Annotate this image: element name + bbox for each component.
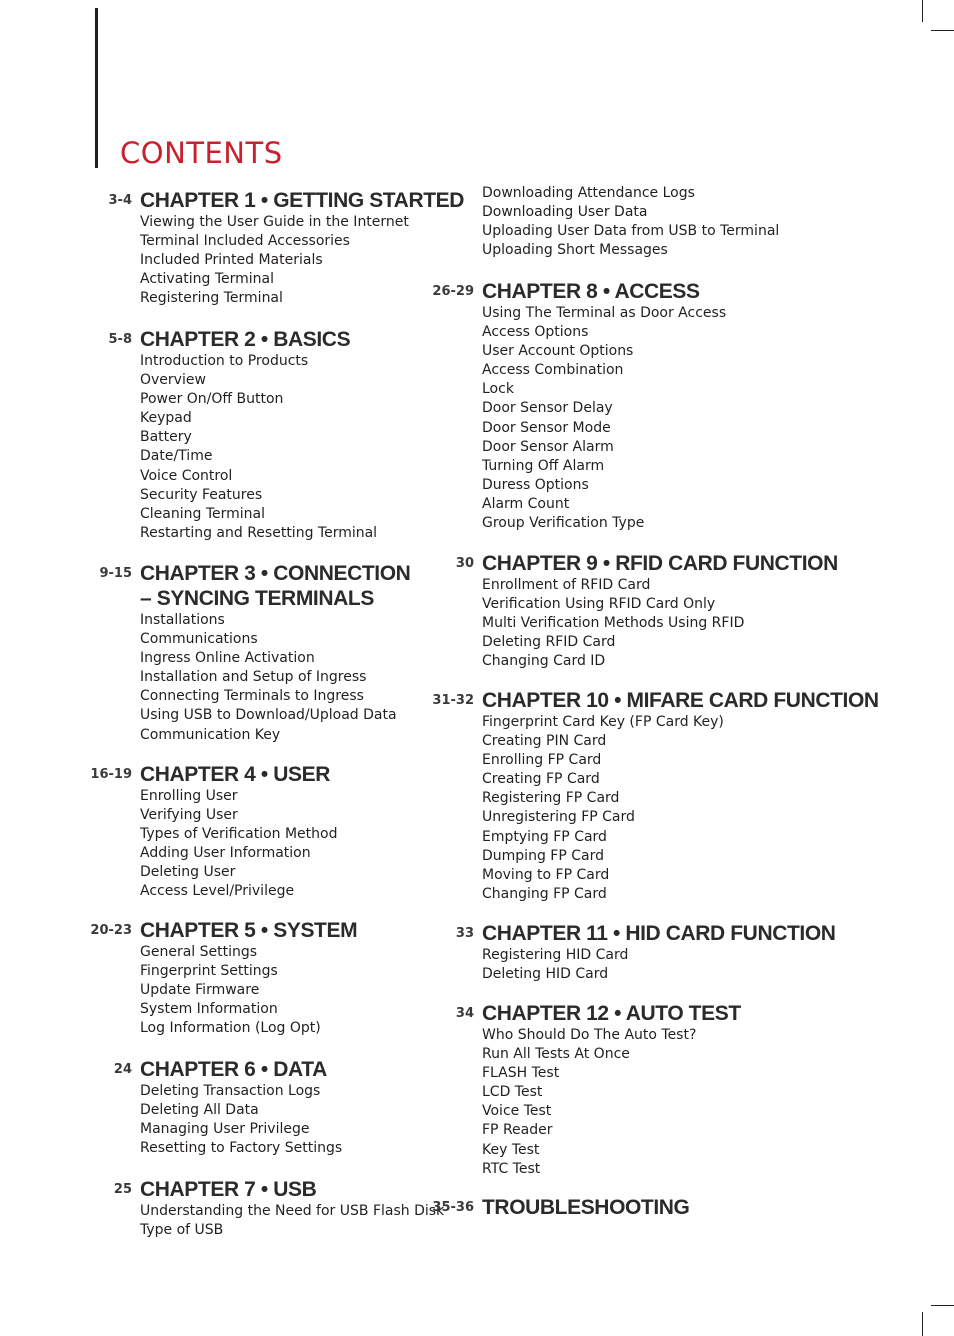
topic-entry[interactable]: Unregistering FP Card — [482, 809, 635, 826]
chapter-page-range: 24 — [113, 1062, 132, 1077]
topic-entry[interactable]: Door Sensor Delay — [482, 400, 613, 417]
topic-entry[interactable]: Changing Card ID — [482, 653, 606, 670]
toc-section — [455, 921, 882, 984]
topic-entry[interactable]: Changing FP Card — [482, 885, 607, 902]
toc-section — [113, 1177, 540, 1240]
topic-entry[interactable]: FP Reader — [482, 1122, 553, 1139]
topic-entry[interactable]: Type of USB — [140, 1222, 224, 1239]
topic-entry[interactable]: Using The Terminal as Door Access — [482, 305, 727, 321]
topic-entry[interactable]: Deleting HID Card — [482, 966, 609, 983]
topic-entry[interactable]: Deleting All Data — [140, 1102, 259, 1119]
toc-section — [482, 184, 882, 260]
chapter-page-range: 31-32 — [432, 693, 474, 708]
topic-entry[interactable]: RTC Test — [482, 1160, 541, 1177]
topic-entry[interactable]: Fingerprint Settings — [140, 963, 278, 980]
topic-entry[interactable]: Lock — [482, 381, 514, 398]
chapter-topic-list — [482, 946, 882, 984]
toc-section — [432, 279, 882, 533]
topic-entry[interactable]: Ingress Online Activation — [140, 650, 315, 667]
topic-entry[interactable]: Dumping FP Card — [482, 847, 604, 864]
topic-entry[interactable]: Viewing the User Guide in the Internet — [140, 214, 409, 230]
topic-entry[interactable]: Door Sensor Alarm — [482, 438, 614, 455]
chapter-topic-list — [482, 576, 882, 671]
topic-entry[interactable]: Overview — [140, 372, 206, 389]
topic-entry[interactable]: Deleting User — [140, 864, 236, 881]
topic-entry[interactable]: Deleting RFID Card — [482, 634, 616, 651]
topic-entry[interactable]: Uploading User Data from USB to Terminal — [482, 223, 780, 240]
topic-entry[interactable]: Voice Control — [140, 467, 233, 484]
topic-entry[interactable]: Turning Off Alarm — [482, 457, 605, 474]
chapter-topic-list — [482, 713, 882, 904]
chapter-page-range: 26-29 — [432, 284, 474, 299]
topic-entry[interactable]: Door Sensor Mode — [482, 419, 611, 436]
topic-entry[interactable]: Access Options — [482, 324, 589, 341]
chapter-topic-list — [482, 304, 882, 533]
chapter-title[interactable]: CHAPTER 10 • MIFARE CARD FUNCTION — [482, 689, 879, 712]
topic-entry[interactable]: LCD Test — [482, 1084, 543, 1101]
chapter-title[interactable]: CHAPTER 7 • USB — [140, 1178, 317, 1201]
chapter-page-range: 33 — [455, 926, 474, 941]
chapter-page-range: 34 — [455, 1006, 474, 1021]
topic-entry[interactable]: Battery — [140, 429, 192, 446]
left-margin-bar — [95, 8, 98, 168]
toc-section — [455, 551, 882, 671]
chapter-title[interactable]: CHAPTER 5 • SYSTEM — [140, 919, 358, 942]
chapter-topic-list — [482, 184, 882, 260]
topic-entry[interactable]: Security Features — [140, 486, 263, 503]
toc-section — [108, 327, 540, 543]
topic-entry[interactable]: Connecting Terminals to Ingress — [140, 688, 364, 705]
crop-mark-bottom-horizontal — [931, 1305, 954, 1306]
chapter-page-range: 35-36 — [432, 1200, 474, 1215]
topic-entry[interactable]: General Settings — [140, 944, 258, 960]
contents-title: CONTENTS — [120, 136, 283, 170]
chapter-topic-list — [140, 943, 540, 1038]
topic-entry[interactable]: Access Combination — [482, 362, 624, 379]
topic-entry[interactable]: Adding User Information — [140, 845, 311, 862]
topic-entry[interactable]: Uploading Short Messages — [482, 242, 668, 259]
chapter-title[interactable]: CHAPTER 4 • USER — [140, 763, 330, 786]
topic-entry[interactable]: Installations — [140, 612, 225, 628]
topic-entry[interactable]: Date/Time — [140, 448, 213, 465]
chapter-title[interactable]: CHAPTER 11 • HID CARD FUNCTION — [482, 922, 836, 945]
topic-entry[interactable]: Duress Options — [482, 476, 589, 493]
chapter-title[interactable]: CHAPTER 8 • ACCESS — [482, 280, 700, 303]
topic-entry[interactable]: Group Verification Type — [482, 515, 645, 532]
topic-entry[interactable]: Installation and Setup of Ingress — [140, 669, 367, 686]
chapter-title[interactable]: CHAPTER 12 • AUTO TEST — [482, 1002, 741, 1025]
topic-entry[interactable]: Emptying FP Card — [482, 828, 607, 845]
topic-entry[interactable]: User Account Options — [482, 343, 634, 360]
topic-entry[interactable]: Registering FP Card — [482, 790, 620, 807]
chapter-title[interactable]: CHAPTER 2 • BASICS — [140, 328, 351, 351]
topic-entry[interactable]: Enrollment of RFID Card — [482, 577, 651, 593]
chapter-title[interactable]: CHAPTER 9 • RFID CARD FUNCTION — [482, 552, 838, 575]
topic-entry[interactable]: Downloading Attendance Logs — [482, 185, 695, 201]
chapter-title[interactable]: CHAPTER 6 • DATA — [140, 1058, 327, 1081]
chapter-page-range: 9-15 — [99, 566, 132, 581]
topic-entry[interactable]: Understanding the Need for USB Flash Disk — [140, 1203, 445, 1219]
topic-entry[interactable]: Using USB to Download/Upload Data — [140, 707, 397, 724]
chapter-page-range: 30 — [455, 556, 474, 571]
topic-entry[interactable]: Creating FP Card — [482, 771, 600, 788]
topic-entry[interactable]: Run All Tests At Once — [482, 1046, 630, 1063]
topic-entry[interactable]: Managing User Privilege — [140, 1121, 310, 1138]
toc-section — [90, 762, 540, 902]
topic-entry[interactable]: Alarm Count — [482, 495, 570, 512]
topic-entry[interactable]: Update Firmware — [140, 982, 260, 999]
topic-entry[interactable]: Communication Key — [140, 726, 281, 743]
toc-section — [90, 918, 540, 1038]
topic-entry[interactable]: Voice Test — [482, 1103, 552, 1120]
chapter-page-range: 20-23 — [90, 923, 132, 938]
crop-mark-top-horizontal — [931, 30, 954, 31]
topic-entry[interactable]: Creating PIN Card — [482, 733, 607, 750]
topic-entry[interactable]: Who Should Do The Auto Test? — [482, 1027, 697, 1043]
chapter-title[interactable]: CHAPTER 3 • CONNECTION — [140, 562, 411, 585]
chapter-page-range: 16-19 — [90, 767, 132, 782]
topic-entry[interactable]: Terminal Included Accessories — [140, 233, 350, 250]
toc-section — [432, 1195, 882, 1220]
chapter-topic-list — [140, 611, 540, 745]
topic-entry[interactable]: Introduction to Products — [140, 353, 309, 369]
chapter-title[interactable]: CHAPTER 1 • GETTING STARTED — [140, 189, 465, 212]
topic-entry[interactable]: Key Test — [482, 1141, 540, 1158]
topic-entry[interactable]: Fingerprint Card Key (FP Card Key) — [482, 714, 724, 730]
chapter-page-range: 3-4 — [108, 193, 132, 208]
topic-entry[interactable]: Enrolling User — [140, 788, 238, 804]
topic-entry[interactable]: Cleaning Terminal — [140, 505, 265, 522]
chapter-topic-list — [140, 1202, 540, 1240]
topic-entry[interactable]: Downloading User Data — [482, 204, 648, 221]
topic-entry[interactable]: Access Level/Privilege — [140, 883, 295, 900]
chapter-title[interactable]: TROUBLESHOOTING — [482, 1196, 690, 1219]
toc-section — [108, 188, 540, 308]
topic-entry[interactable]: FLASH Test — [482, 1065, 560, 1082]
toc-section — [99, 561, 540, 745]
topic-entry[interactable]: Enrolling FP Card — [482, 752, 602, 769]
topic-entry[interactable]: Verifying User — [140, 807, 238, 824]
chapter-page-range: 25 — [113, 1182, 132, 1197]
chapter-topic-list — [140, 1082, 540, 1158]
topic-entry[interactable]: Included Printed Materials — [140, 252, 323, 269]
topic-entry[interactable]: Verification Using RFID Card Only — [482, 596, 716, 613]
chapter-title-continued[interactable]: – SYNCING TERMINALS — [140, 587, 374, 610]
topic-entry[interactable]: Resetting to Factory Settings — [140, 1140, 343, 1157]
topic-entry[interactable]: Moving to FP Card — [482, 866, 610, 883]
topic-entry[interactable]: Registering Terminal — [140, 290, 283, 307]
toc-section — [432, 688, 882, 904]
crop-mark-bottom-vertical — [922, 1312, 923, 1336]
topic-entry[interactable]: Communications — [140, 631, 258, 648]
toc-section — [113, 1057, 540, 1158]
toc-section — [455, 1001, 882, 1179]
chapter-topic-list — [140, 352, 540, 543]
chapter-page-range: 5-8 — [108, 332, 132, 347]
topic-entry[interactable]: Types of Verification Method — [140, 826, 338, 843]
topic-entry[interactable]: Multi Verification Methods Using RFID — [482, 615, 745, 632]
topic-entry[interactable]: Registering HID Card — [482, 947, 629, 963]
chapter-topic-list — [140, 213, 540, 308]
crop-mark-top-vertical — [922, 0, 923, 22]
topic-entry[interactable]: System Information — [140, 1001, 278, 1018]
topic-entry[interactable]: Keypad — [140, 410, 192, 427]
topic-entry[interactable]: Deleting Transaction Logs — [140, 1083, 321, 1099]
chapter-topic-list — [140, 787, 540, 902]
chapter-topic-list — [482, 1026, 882, 1179]
topic-entry[interactable]: Log Information (Log Opt) — [140, 1020, 321, 1037]
topic-entry[interactable]: Restarting and Resetting Terminal — [140, 524, 378, 541]
topic-entry[interactable]: Power On/Off Button — [140, 391, 284, 408]
topic-entry[interactable]: Activating Terminal — [140, 271, 275, 288]
